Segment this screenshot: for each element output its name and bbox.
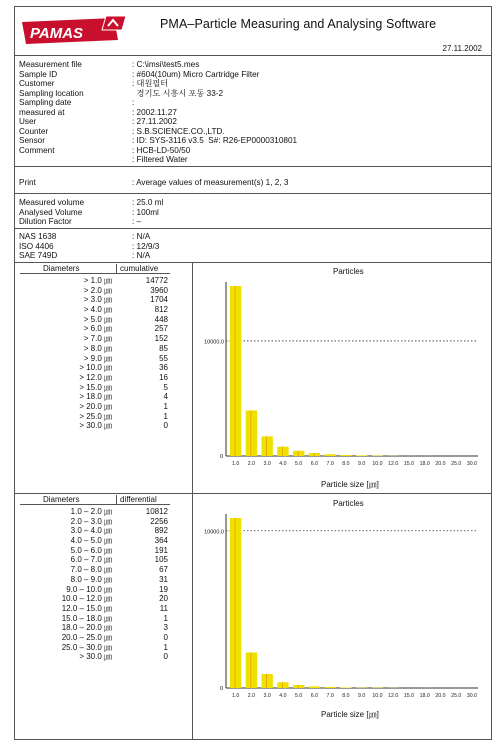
- table-row-value: 20: [159, 594, 168, 604]
- table-row-diameter: > 1.0 ㎛: [83, 276, 112, 285]
- bar: [325, 687, 336, 688]
- table-row-value: 0: [163, 652, 168, 662]
- x-tick-label: 8.0: [342, 461, 350, 467]
- class-label: SAE 749D: [19, 251, 58, 260]
- table-row-diameter: > 30.0 ㎛: [79, 652, 112, 662]
- table-row-value: 31: [159, 574, 168, 584]
- table-row-diameter: > 25.0 ㎛: [79, 411, 112, 421]
- bar: [262, 674, 273, 688]
- table-row-diameter: 12.0 – 15.0 ㎛: [61, 603, 112, 613]
- table-row-value: 16: [159, 372, 168, 382]
- class-value: : N/A: [132, 251, 151, 260]
- table-row-diameter: > 8.0 ㎛: [83, 343, 112, 353]
- table-row-diameter: > 18.0 ㎛: [79, 392, 112, 402]
- x-tick-label: 12.0: [388, 693, 399, 699]
- info-values: [132, 60, 297, 165]
- cumulative-val-header: cumulative: [120, 264, 159, 273]
- zero-label: 0: [219, 686, 223, 692]
- table-row-value: 1: [163, 401, 168, 411]
- x-tick-label: 5.0: [295, 461, 303, 467]
- bar: [262, 436, 273, 456]
- info-label: User: [19, 117, 37, 126]
- info-value: : S.B.SCIENCE.CO.,LTD.: [132, 126, 225, 136]
- table-row-value: 67: [159, 565, 168, 575]
- info-value: : C:\imsi\test5.mes: [132, 60, 200, 69]
- bar: [230, 518, 241, 688]
- table-row-value: 11: [159, 603, 168, 613]
- info-value: : Filtered Water: [132, 155, 188, 164]
- table-row-diameter: > 12.0 ㎛: [79, 372, 112, 382]
- table-row-value: 812: [154, 305, 168, 315]
- table-row-value: 0: [163, 632, 168, 642]
- table-row-value: 85: [159, 343, 168, 353]
- report-date: 27.11.2002: [442, 44, 482, 53]
- divider: [14, 166, 492, 167]
- x-tick-label: 4.0: [279, 693, 287, 699]
- table-row-value: 3: [163, 623, 168, 633]
- info-labels: [19, 60, 84, 155]
- volume-label: Measured volume: [19, 198, 85, 207]
- x-tick-label: 30.0: [466, 461, 477, 467]
- class-values: [132, 232, 159, 261]
- info-value: : 2002.11.27: [132, 107, 177, 117]
- info-label: Comment: [19, 145, 55, 155]
- table-header-sep: [116, 264, 117, 274]
- x-tick-label: 18.0: [419, 693, 430, 699]
- info-value: :: [132, 98, 135, 107]
- info-label: Sensor: [19, 136, 45, 145]
- x-tick-label: 20.0: [435, 461, 446, 467]
- volume-value: : –: [132, 217, 142, 226]
- chart2-xlabel: Particle size [㎛]: [321, 710, 379, 719]
- divider: [14, 493, 492, 494]
- table-row-diameter: > 5.0 ㎛: [83, 314, 112, 324]
- info-value: 경기도 시흥시 포동 33-2: [132, 88, 224, 98]
- table-row-diameter: > 4.0 ㎛: [83, 305, 112, 315]
- x-tick-label: 8.0: [342, 693, 350, 699]
- x-tick-label: 3.0: [263, 461, 271, 467]
- x-tick-label: 2.0: [247, 693, 256, 699]
- bar: [246, 653, 257, 688]
- x-tick-label: 3.0: [263, 693, 271, 699]
- x-tick-label: 4.0: [279, 461, 287, 467]
- table-row-value: 0: [163, 421, 168, 431]
- table-row-diameter: 3.0 – 4.0 ㎛: [70, 526, 112, 536]
- table-row-value: 1: [163, 642, 168, 652]
- section-divider: [192, 262, 193, 493]
- bar: [309, 453, 320, 456]
- table-row-value: 1704: [150, 295, 168, 305]
- info-label: Sampling date: [19, 98, 72, 107]
- table-row-diameter: > 30.0 ㎛: [79, 421, 112, 431]
- table-row-value: 257: [154, 324, 168, 334]
- chart1-xlabel: Particle size [㎛]: [321, 480, 379, 489]
- table-row-value: 152: [154, 334, 168, 344]
- table-header-rule: [20, 504, 170, 505]
- table-row-diameter: > 2.0 ㎛: [83, 285, 112, 295]
- table-row-value: 36: [159, 363, 168, 373]
- table-row-value: 364: [154, 536, 168, 546]
- x-tick-label: 9.0: [358, 693, 366, 699]
- zero-label: 0: [219, 454, 223, 460]
- bar: [293, 451, 304, 456]
- x-tick-label: 18.0: [419, 461, 430, 467]
- volume-value: : 100ml: [132, 207, 159, 217]
- x-tick-label: 10.0: [372, 693, 383, 699]
- x-tick-label: 7.0: [326, 461, 334, 467]
- info-value: : 27.11.2002: [132, 117, 177, 126]
- table-row-diameter: > 20.0 ㎛: [79, 401, 112, 411]
- table-row-value: 19: [159, 584, 168, 594]
- chart1-title: Particles: [333, 267, 364, 276]
- print-label: Print: [19, 178, 36, 187]
- bar: [277, 682, 288, 688]
- table-row-diameter: 20.0 – 25.0 ㎛: [61, 632, 112, 642]
- class-value: : 12/9/3: [132, 241, 160, 251]
- table-row-diameter: 9.0 – 10.0 ㎛: [66, 584, 112, 594]
- table-row-value: 10812: [145, 507, 168, 516]
- table-row-value: 1: [163, 613, 168, 623]
- cumulative-diameters: [58, 276, 112, 431]
- info-label: Customer: [19, 79, 55, 88]
- table-row-diameter: 2.0 – 3.0 ㎛: [70, 516, 112, 526]
- divider: [14, 228, 492, 229]
- table-row-diameter: 1.0 – 2.0 ㎛: [70, 507, 112, 516]
- x-tick-label: 25.0: [451, 693, 462, 699]
- table-header-sep: [116, 495, 117, 505]
- info-label: Sample ID: [19, 69, 58, 79]
- volume-label: Dilution Factor: [19, 217, 72, 226]
- table-row-value: 1: [163, 411, 168, 421]
- x-tick-label: 6.0: [310, 693, 319, 699]
- class-labels: [19, 232, 57, 261]
- cumulative-chart: [196, 278, 488, 468]
- class-label: NAS 1638: [19, 232, 57, 241]
- table-row-diameter: > 10.0 ㎛: [79, 363, 112, 373]
- print-value: : Average values of measurement(s) 1, 2, 3: [132, 178, 289, 187]
- divider: [14, 55, 492, 56]
- bar: [340, 455, 351, 456]
- table-row-diameter: 6.0 – 7.0 ㎛: [70, 555, 112, 565]
- x-tick-label: 1.0: [232, 693, 240, 699]
- x-tick-label: 1.0: [232, 461, 240, 467]
- table-row-value: 448: [154, 314, 168, 324]
- x-tick-label: 15.0: [403, 461, 414, 467]
- table-row-value: 55: [159, 353, 168, 363]
- cumulative-diam-header: Diameters: [43, 264, 80, 273]
- info-value: : ID: SYS-3116 v3.5 S#: R26-EP0000310801: [132, 136, 298, 145]
- x-tick-label: 20.0: [435, 693, 446, 699]
- table-row-value: 2256: [150, 516, 168, 526]
- volume-values: [132, 198, 163, 227]
- bar: [230, 286, 241, 456]
- divider: [14, 193, 492, 194]
- table-row-diameter: > 9.0 ㎛: [83, 353, 112, 363]
- section-divider: [192, 493, 193, 739]
- x-tick-label: 2.0: [247, 461, 256, 467]
- info-label: Measurement file: [19, 60, 82, 69]
- table-row-value: 191: [154, 545, 168, 555]
- table-row-value: 105: [154, 555, 168, 565]
- bar: [356, 455, 367, 456]
- pamas-logo: [18, 14, 130, 48]
- table-row-diameter: > 3.0 ㎛: [83, 295, 112, 305]
- table-row-diameter: > 6.0 ㎛: [83, 324, 112, 334]
- x-tick-label: 12.0: [388, 461, 399, 467]
- differential-diameters: [44, 507, 112, 662]
- x-tick-label: 5.0: [295, 693, 303, 699]
- volume-value: : 25.0 ml: [132, 198, 164, 207]
- bar: [293, 685, 304, 688]
- table-row-diameter: > 7.0 ㎛: [83, 334, 112, 344]
- info-value: : 대원필터: [132, 79, 169, 88]
- divider: [14, 262, 492, 263]
- bar: [277, 447, 288, 456]
- differential-values: [124, 507, 168, 662]
- table-row-diameter: 15.0 – 18.0 ㎛: [61, 613, 112, 623]
- table-row-value: 4: [163, 392, 168, 402]
- info-label: Sampling location: [19, 88, 84, 98]
- x-tick-label: 15.0: [403, 693, 414, 699]
- table-row-diameter: 25.0 – 30.0 ㎛: [61, 642, 112, 652]
- reference-label: 10000.0: [204, 529, 224, 536]
- table-row-diameter: > 15.0 ㎛: [79, 382, 112, 392]
- bar: [309, 686, 320, 688]
- info-value: : #604(10um) Micro Cartridge Filter: [132, 69, 260, 79]
- differential-chart: [196, 510, 488, 700]
- class-value: : N/A: [132, 232, 151, 241]
- table-row-diameter: 7.0 – 8.0 ㎛: [70, 565, 112, 575]
- table-row-diameter: 8.0 – 9.0 ㎛: [70, 574, 112, 584]
- differential-val-header: differential: [120, 495, 157, 504]
- x-tick-label: 25.0: [451, 461, 462, 467]
- volume-label: Analysed Volume: [19, 207, 83, 217]
- table-row-diameter: 18.0 – 20.0 ㎛: [61, 623, 112, 633]
- table-header-rule: [20, 273, 170, 274]
- x-tick-label: 30.0: [466, 693, 477, 699]
- x-tick-label: 9.0: [358, 461, 366, 467]
- bar: [246, 410, 257, 456]
- differential-diam-header: Diameters: [43, 495, 80, 504]
- table-row-value: 14772: [145, 276, 168, 285]
- class-label: ISO 4406: [19, 241, 54, 251]
- table-row-diameter: 10.0 – 12.0 ㎛: [61, 594, 112, 604]
- info-label: Counter: [19, 126, 49, 136]
- table-row-diameter: 5.0 – 6.0 ㎛: [70, 545, 112, 555]
- table-row-value: 3960: [150, 285, 168, 295]
- cumulative-values: [124, 276, 168, 431]
- table-row-value: 5: [163, 382, 168, 392]
- chart2-title: Particles: [333, 499, 364, 508]
- info-label: measured at: [19, 107, 65, 117]
- table-row-diameter: 4.0 – 5.0 ㎛: [70, 536, 112, 546]
- x-tick-label: 10.0: [372, 461, 383, 467]
- logo-text: PAMAS: [30, 25, 84, 42]
- x-tick-label: 7.0: [326, 693, 334, 699]
- x-tick-label: 6.0: [310, 461, 319, 467]
- table-row-value: 892: [154, 526, 168, 536]
- report-title: PMA–Particle Measuring and Analysing Software: [160, 17, 437, 31]
- bar: [325, 454, 336, 456]
- volume-labels: [19, 198, 84, 227]
- info-value: : HCB-LD-50/50: [132, 145, 191, 155]
- reference-label: 10000.0: [204, 339, 224, 346]
